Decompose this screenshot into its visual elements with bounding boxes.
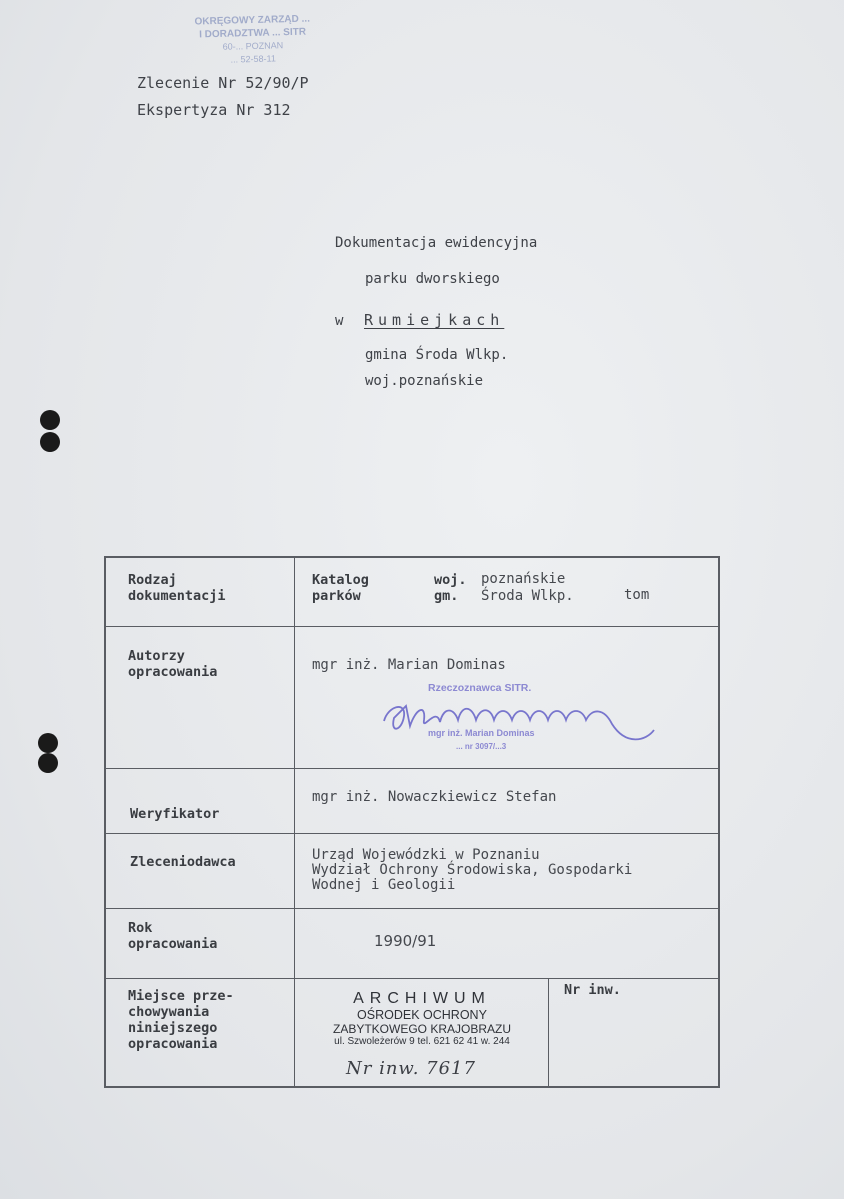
value-gm: Środa Wlkp.: [481, 588, 574, 604]
title-place: Rumiejkach: [364, 311, 505, 329]
value-verifier: mgr inż. Nowaczkiewicz Stefan: [312, 789, 557, 805]
archive-line-2: ZABYTKOWEGO KRAJOBRAZU: [332, 1022, 512, 1036]
label-inventory-number: Nr inw.: [564, 982, 621, 998]
label-storage-place: Miejsce prze- chowywania niniejszego opracowania: [128, 988, 234, 1052]
value-client-line: Urząd Wojewódzki w Poznaniu: [312, 847, 540, 863]
signature-scribble: [376, 686, 676, 756]
row-divider: [106, 833, 718, 834]
archive-line-1: OŚRODEK OCHRONY: [357, 1008, 487, 1022]
title-prefix: w: [335, 313, 344, 329]
stamp-line: OKRĘGOWY ZARZĄD ...: [194, 13, 311, 28]
stamp-line: I DORADZTWA ... SITR: [199, 26, 307, 41]
order-number: Zlecenie Nr 52/90/P: [137, 74, 309, 92]
row-divider: [106, 978, 718, 979]
binder-hole: [40, 432, 60, 452]
label-woj: woj.: [434, 572, 467, 588]
documentation-table: [104, 556, 720, 1088]
archive-stamp: [296, 990, 548, 1047]
row-divider: [106, 626, 718, 627]
title-line-1: Dokumentacja ewidencyjna: [335, 235, 538, 251]
value-client-line: Wodnej i Geologii: [312, 877, 456, 893]
column-divider: [294, 558, 295, 1086]
binder-hole: [38, 753, 58, 773]
binder-hole: [38, 733, 58, 753]
row-divider: [106, 908, 718, 909]
label-documentation-type: Rodzaj dokumentacji: [128, 572, 226, 604]
label-year: Rok opracowania: [128, 920, 218, 952]
value-woj: poznańskie: [481, 571, 566, 587]
label-volume: tom: [624, 587, 650, 603]
label-authors: Autorzy opracowania: [128, 648, 218, 680]
label-catalog: Katalog parków: [312, 572, 369, 604]
title-commune: gmina Środa Wlkp.: [365, 347, 509, 363]
column-divider: [548, 978, 549, 1086]
row-divider: [106, 768, 718, 769]
stamp-line: 60-... POZNAN: [222, 40, 284, 52]
handwritten-inventory: Nr inw. 7617: [346, 1058, 476, 1079]
archive-address: ul. Szwoleżerów 9 tel. 621 62 41 w. 244: [334, 1036, 510, 1047]
title-line-2: parku dworskiego: [365, 271, 500, 287]
label-verifier: Weryfikator: [130, 806, 220, 822]
expertise-number: Ekspertyza Nr 312: [137, 101, 291, 119]
binder-hole: [40, 410, 60, 430]
stamp-line: ... 52-58-11: [230, 53, 277, 65]
title-voivodeship: woj.poznańskie: [365, 373, 484, 389]
label-client: Zleceniodawca: [130, 854, 236, 870]
expert-stamp-title: Rzeczoznawca SITR.: [428, 682, 532, 694]
archive-title: ARCHIWUM: [353, 990, 491, 1007]
value-client-line: Wydział Ochrony Środowiska, Gospodarki: [312, 862, 633, 878]
value-authors: mgr inż. Marian Dominas: [312, 657, 506, 673]
value-year: 1990/91: [374, 932, 437, 950]
expert-stamp-number: ... nr 3097/...3: [456, 742, 507, 751]
label-gm: gm.: [434, 588, 459, 604]
expert-stamp-name: mgr inż. Marian Dominas: [428, 728, 535, 738]
